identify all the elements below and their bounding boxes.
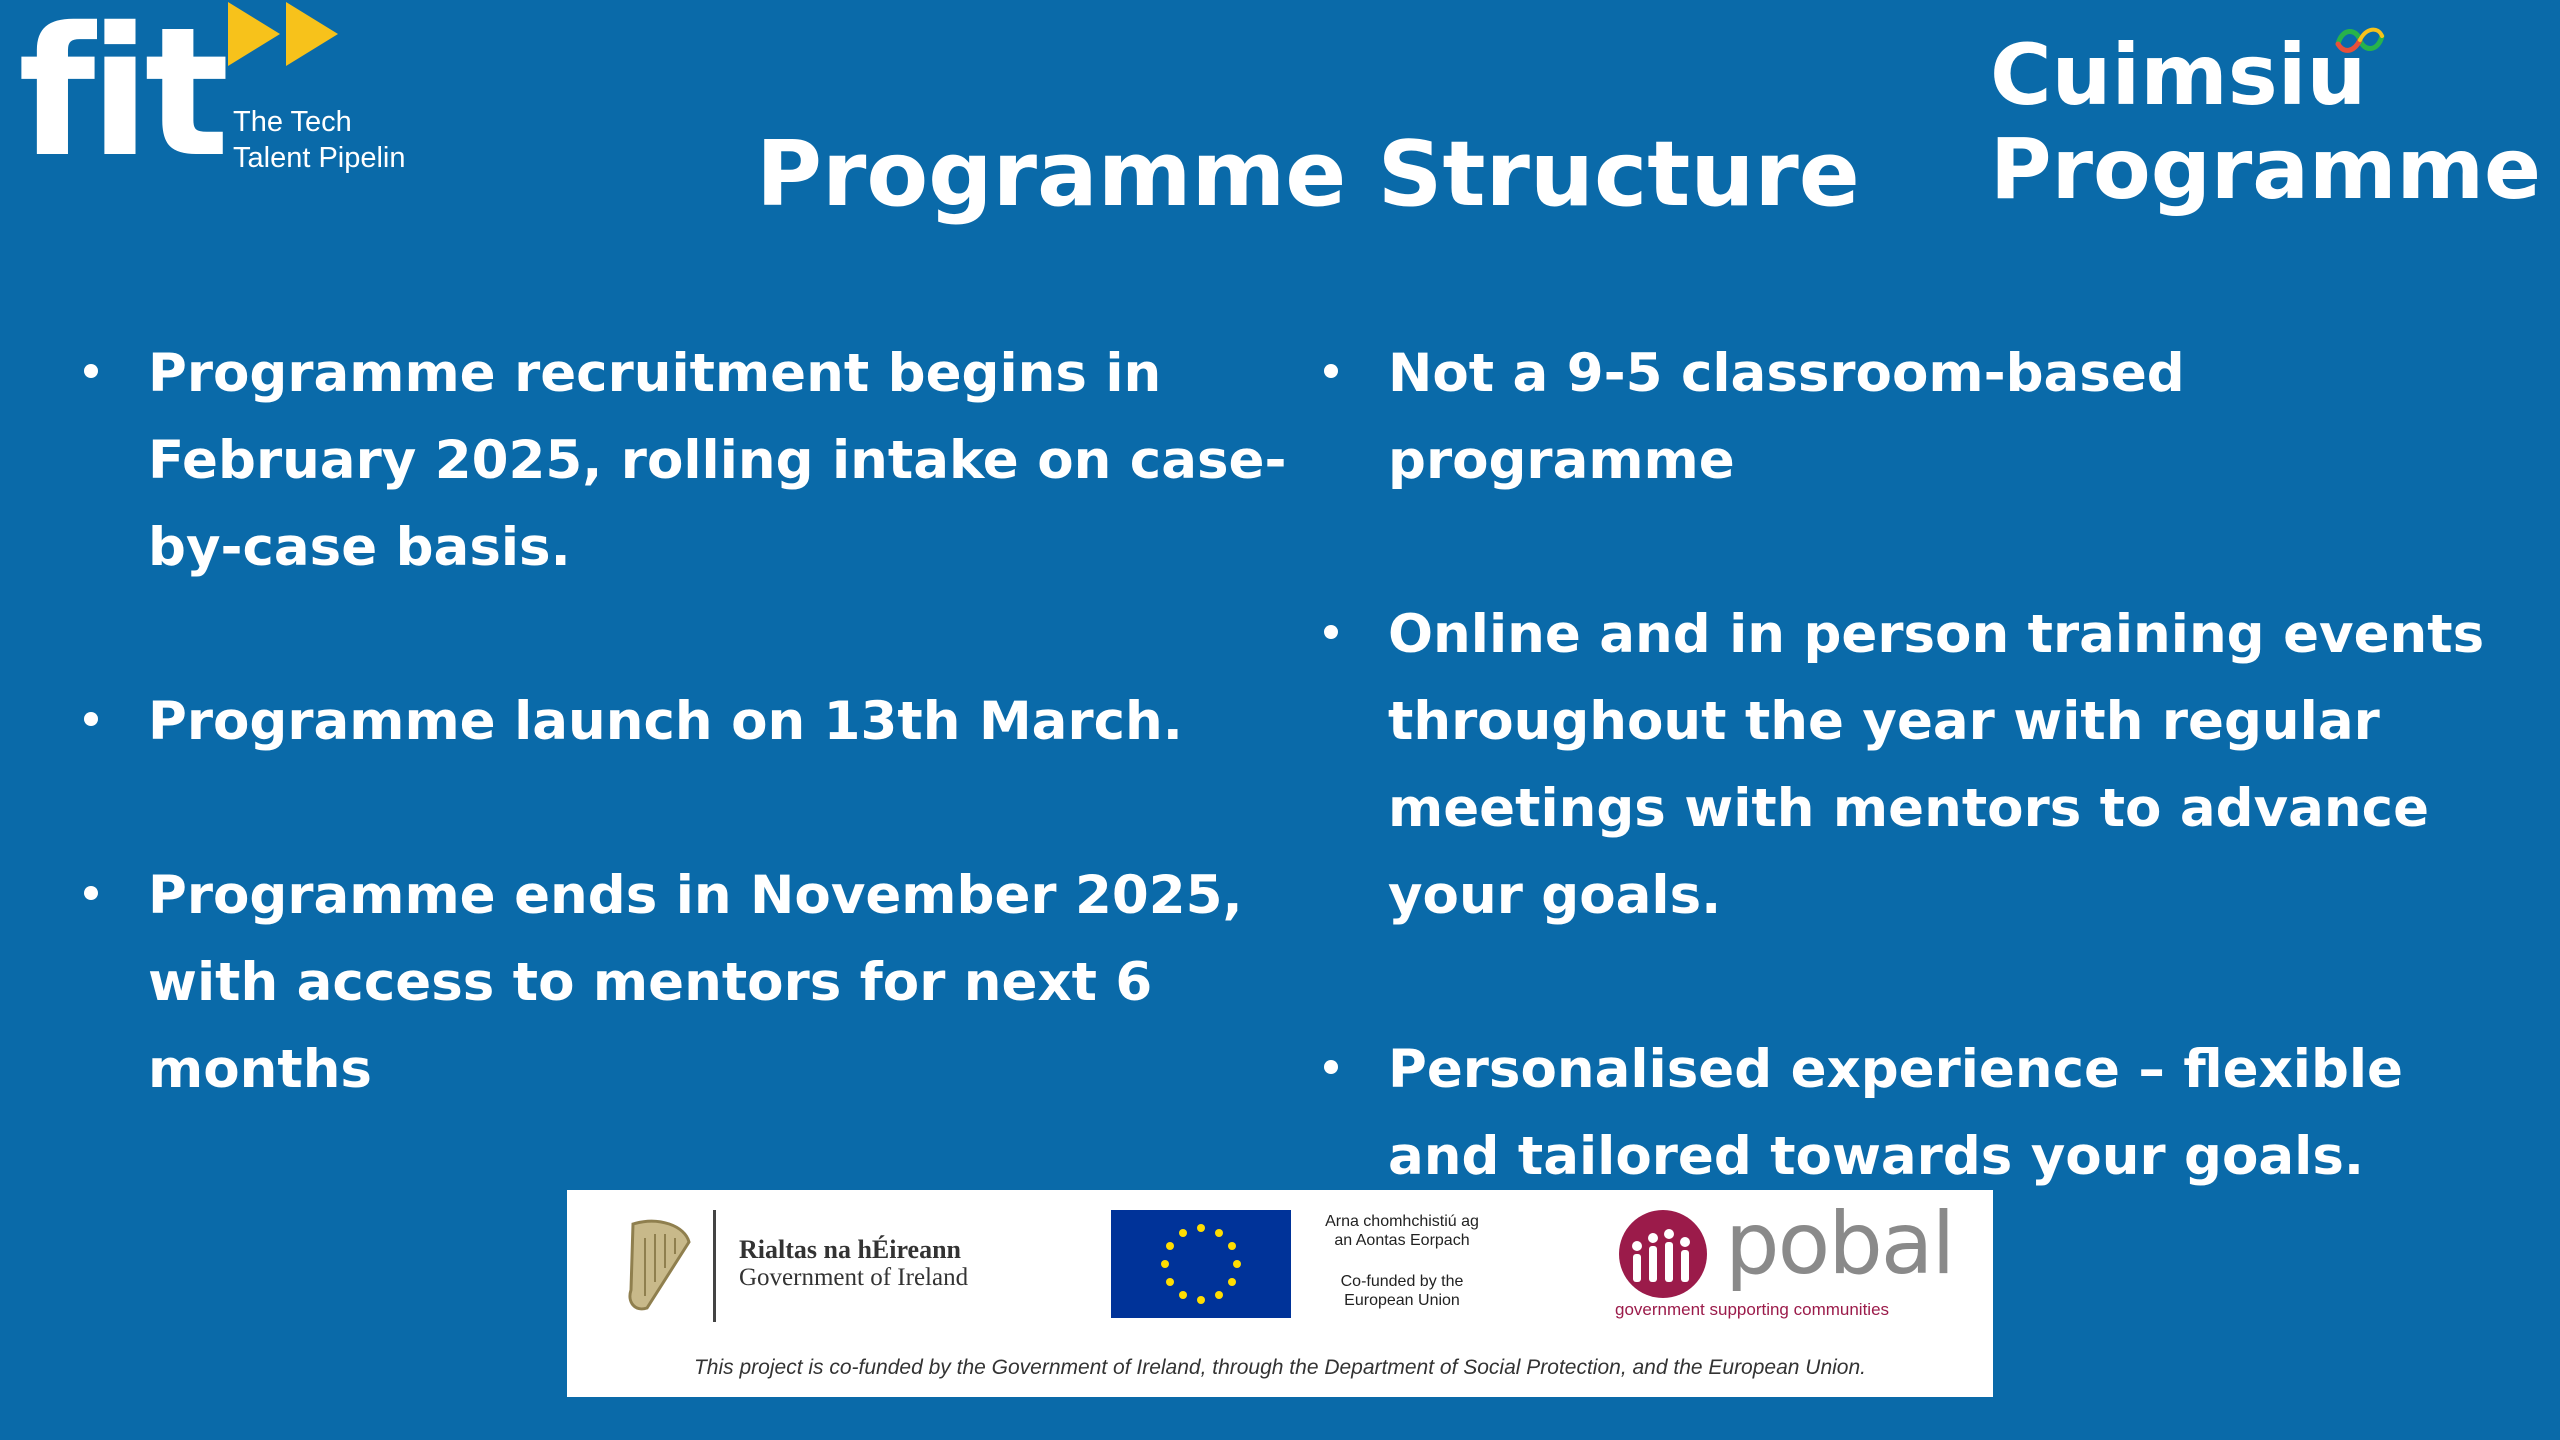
pobal-tagline: government supporting communities <box>1615 1300 1890 1319</box>
list-item-text: Not a 9-5 classroom-based programme <box>1388 343 2185 491</box>
cuimsiu-logo <box>1990 28 2550 228</box>
funding-banner <box>567 1190 1993 1397</box>
bullet-icon <box>84 886 98 900</box>
bullet-icon <box>1324 625 1338 639</box>
pobal-logo-word: pobal <box>1725 1194 1954 1294</box>
pobal-people-icon <box>1615 1206 1711 1302</box>
funding-note: This project is co-funded by the Government of Ireland, through the Department of Social Protection, and the European Union. <box>693 1356 1866 1379</box>
list-item-text: Online and in person training events throughout the year with regular meetings with mentors to advance your goals. <box>1388 604 2485 926</box>
list-item <box>1320 591 2520 939</box>
list-item <box>1320 1026 2520 1200</box>
right-bullet-list <box>1320 330 2520 1200</box>
list-item <box>80 678 1310 765</box>
bullet-icon <box>84 712 98 726</box>
left-bullet-list <box>80 330 1310 1113</box>
gov-divider <box>713 1210 716 1322</box>
fit-logo-word: fit <box>18 0 224 196</box>
list-item-text: Personalised experience – flexible and tailored towards your goals. <box>1388 1039 2403 1187</box>
infinity-swirl-icon <box>2330 22 2390 58</box>
fit-logo-tagline: The Tech Talent Pipelin <box>233 106 406 174</box>
list-item <box>80 852 1310 1113</box>
double-chevron-icon <box>208 0 358 70</box>
page-title: Programme Structure <box>756 122 1860 227</box>
list-item-text: Programme ends in November 2025, with access to mentors for next 6 months <box>148 865 1243 1100</box>
harp-icon <box>619 1216 699 1316</box>
list-item <box>80 330 1310 591</box>
cuimsiu-logo-line1: Cuimsiu <box>1990 26 2367 124</box>
bullet-icon <box>84 364 98 378</box>
cuimsiu-logo-line2: Programme <box>1990 120 2541 218</box>
eu-flag-icon <box>1111 1210 1291 1318</box>
bullet-icon <box>1324 1060 1338 1074</box>
eu-logo-text: Arna chomhchistiú ag an Aontas Eorpach Co-funded by the European Union <box>1325 1213 1479 1309</box>
list-item-text: Programme launch on 13th March. <box>148 691 1183 752</box>
list-item-text: Programme recruitment begins in February 2025, rolling intake on case-by-case basis. <box>148 343 1287 578</box>
gov-logo-text: Rialtas na hÉireann Government of Ireland <box>739 1235 969 1291</box>
fit-logo <box>18 0 438 210</box>
list-item <box>1320 330 2520 504</box>
bullet-icon <box>1324 364 1338 378</box>
